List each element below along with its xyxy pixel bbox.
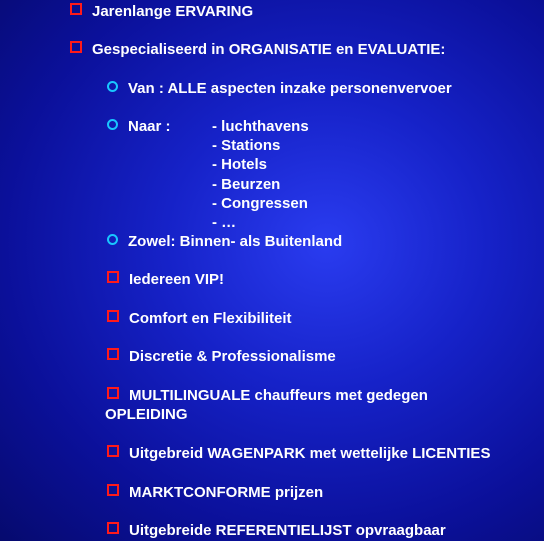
square-bullet-icon <box>107 522 119 534</box>
item-van: Van : ALLE aspecten inzake personenvervoer <box>107 79 452 98</box>
square-bullet-icon <box>107 484 119 496</box>
circle-bullet-icon <box>107 119 118 130</box>
item-comfort: Comfort en Flexibiliteit <box>107 309 292 328</box>
item-gespecialiseerd: Gespecialiseerd in ORGANISATIE en EVALUATIE: <box>70 40 445 59</box>
square-bullet-icon <box>107 271 119 283</box>
naar-list-item: - Stations <box>212 137 281 155</box>
square-bullet-icon <box>70 3 82 15</box>
circle-bullet-icon <box>107 81 118 92</box>
naar-list-item: - … <box>212 213 237 231</box>
square-bullet-icon <box>107 445 119 457</box>
naar-list-item: - Hotels <box>212 156 268 174</box>
naar-destination-list <box>212 117 309 232</box>
item-wagenpark: Uitgebreid WAGENPARK met wettelijke LICENTIES <box>107 444 490 463</box>
item-multilinguale: MULTILINGUALE chauffeurs met gedegen <box>107 386 428 405</box>
item-naar: Naar : <box>107 117 171 136</box>
square-bullet-icon <box>107 348 119 360</box>
item-multilinguale-continuation: OPLEIDING <box>105 406 188 423</box>
item-marktconforme: MARKTCONFORME prijzen <box>107 483 323 502</box>
square-bullet-icon <box>107 387 119 399</box>
naar-list-item: - luchthavens <box>212 118 309 135</box>
naar-list-item: - Congressen <box>212 194 308 212</box>
square-bullet-icon <box>107 310 119 322</box>
square-bullet-icon <box>70 41 82 53</box>
naar-list-item: - Beurzen <box>212 175 281 193</box>
circle-bullet-icon <box>107 234 118 245</box>
item-referentielijst: Uitgebreide REFERENTIELIJST opvraagbaar <box>107 521 446 540</box>
item-zowel: Zowel: Binnen- als Buitenland <box>107 232 342 251</box>
item-ervaring: Jarenlange ERVARING <box>70 2 253 21</box>
item-iedereen-vip: Iedereen VIP! <box>107 270 224 289</box>
item-discretie: Discretie & Professionalisme <box>107 347 336 366</box>
